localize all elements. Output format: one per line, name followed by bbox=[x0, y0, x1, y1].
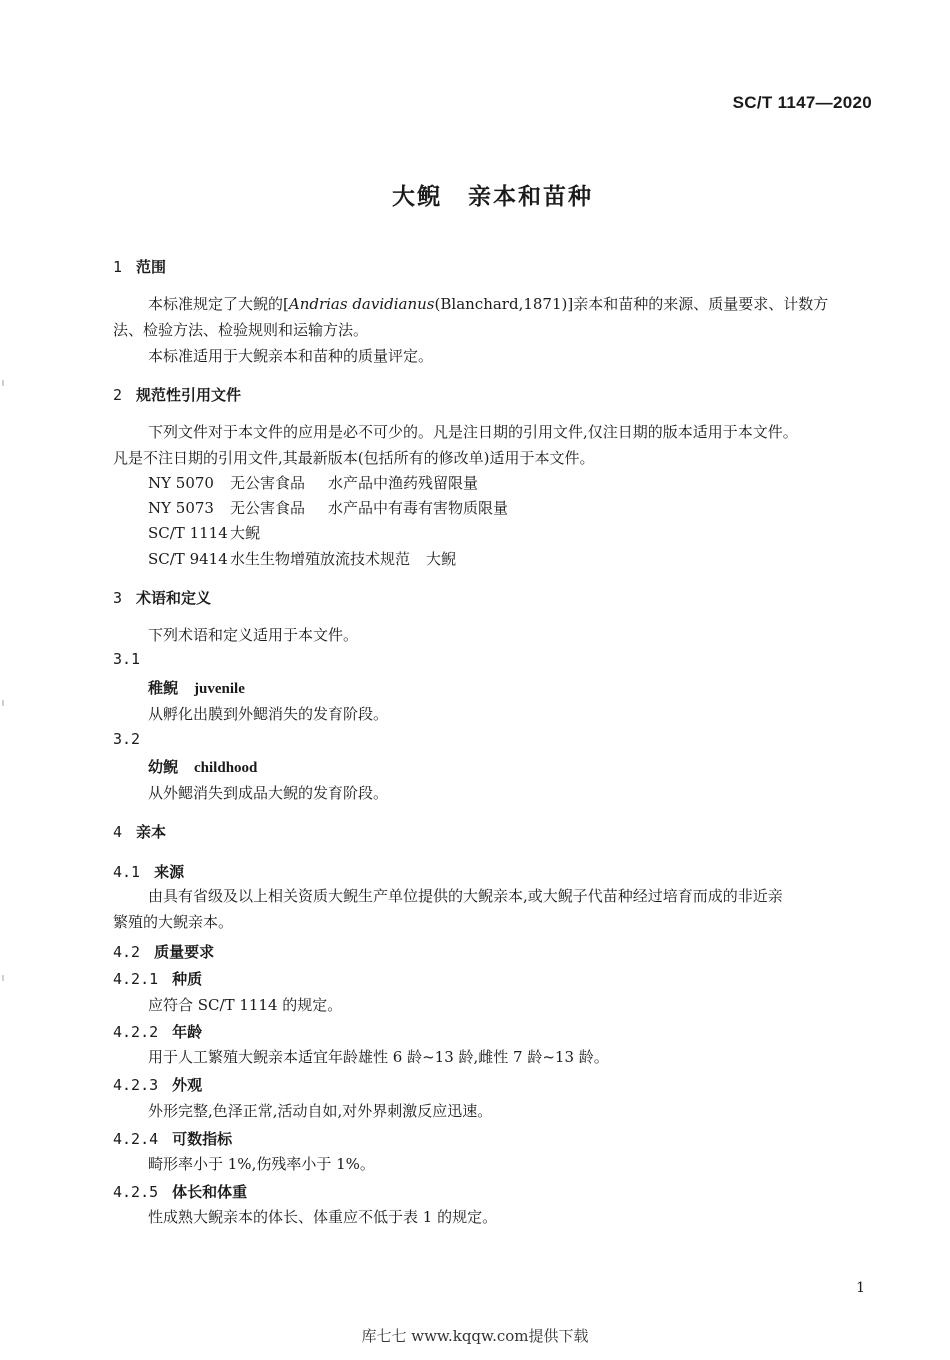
section-1-paragraph-1-line-1: 本标准规定了大鲵的[Andrias davidianus(Blanchard,1871)]亲本和苗种的来源、质量要求、计数方 bbox=[148, 295, 829, 313]
section-4-2-5-text: 性成熟大鲵亲本的体长、体重应不低于表 1 的规定。 bbox=[148, 1208, 498, 1226]
section-4-heading: 4 亲本 bbox=[113, 823, 167, 841]
species-name: Andrias davidianus bbox=[288, 295, 435, 313]
term-3-2-definition: 从外鳃消失到成品大鲵的发育阶段。 bbox=[148, 784, 389, 802]
title-part-2: 亲本和苗种 bbox=[468, 184, 593, 210]
reference-item: SC/T 9414 水生生物增殖放流技术规范 大鲵 bbox=[148, 550, 457, 568]
section-2-heading: 2 规范性引用文件 bbox=[113, 386, 242, 404]
section-4-2-2-heading: 4.2.2 年龄 bbox=[113, 1023, 203, 1041]
reference-item: NY 5070 无公害食品 水产品中渔药残留限量 bbox=[148, 474, 479, 492]
section-2-paragraph-line-2: 凡是不注日期的引用文件,其最新版本(包括所有的修改单)适用于本文件。 bbox=[113, 449, 595, 467]
title-part-1: 大鲵 bbox=[392, 184, 442, 210]
document-title bbox=[0, 178, 950, 211]
section-4-2-1-text: 应符合 SC/T 1114 的规定。 bbox=[148, 996, 343, 1014]
section-4-2-3-text: 外形完整,色泽正常,活动自如,对外界刺激反应迅速。 bbox=[148, 1102, 493, 1120]
section-4-1-text-line-1: 由具有省级及以上相关资质大鲵生产单位提供的大鲵亲本,或大鲵子代苗种经过培育而成的非近亲 bbox=[148, 887, 783, 905]
section-4-2-heading: 4.2 质量要求 bbox=[113, 943, 215, 961]
term-3-2: 幼鲵 childhood bbox=[148, 758, 258, 776]
section-4-2-2-text: 用于人工繁殖大鲵亲本适宜年龄雄性 6 龄~13 龄,雌性 7 龄~13 龄。 bbox=[148, 1048, 609, 1066]
term-3-1-definition: 从孵化出膜到外鳃消失的发育阶段。 bbox=[148, 705, 389, 723]
section-1-heading: 1 范围 bbox=[113, 258, 167, 276]
section-4-1-text-line-2: 繁殖的大鲵亲本。 bbox=[113, 913, 234, 931]
section-4-2-1-heading: 4.2.1 种质 bbox=[113, 970, 203, 988]
term-3-1-number: 3.1 bbox=[113, 650, 141, 668]
download-footer: 库七七 www.kqqw.com提供下载 bbox=[361, 1327, 589, 1345]
section-3-paragraph: 下列术语和定义适用于本文件。 bbox=[148, 626, 359, 644]
term-3-2-number: 3.2 bbox=[113, 730, 141, 748]
term-3-1: 稚鲵 juvenile bbox=[148, 679, 245, 697]
scan-mark bbox=[2, 975, 4, 981]
section-4-1-heading: 4.1 来源 bbox=[113, 863, 185, 881]
standard-code: SC/T 1147—2020 bbox=[732, 93, 872, 112]
section-4-2-4-text: 畸形率小于 1%,伤残率小于 1%。 bbox=[148, 1155, 375, 1173]
scan-mark bbox=[2, 380, 4, 386]
section-4-2-4-heading: 4.2.4 可数指标 bbox=[113, 1130, 233, 1148]
section-1-paragraph-1-line-2: 法、检验方法、检验规则和运输方法。 bbox=[113, 321, 369, 339]
page-number: 1 bbox=[856, 1280, 865, 1296]
section-1-paragraph-2: 本标准适用于大鲵亲本和苗种的质量评定。 bbox=[148, 347, 434, 365]
reference-item: SC/T 1114 大鲵 bbox=[148, 524, 261, 542]
section-4-2-3-heading: 4.2.3 外观 bbox=[113, 1076, 203, 1094]
reference-item: NY 5073 无公害食品 水产品中有毒有害物质限量 bbox=[148, 499, 509, 517]
section-3-heading: 3 术语和定义 bbox=[113, 589, 212, 607]
section-2-paragraph-line-1: 下列文件对于本文件的应用是必不可少的。凡是注日期的引用文件,仅注日期的版本适用于本文件。 bbox=[148, 423, 798, 441]
section-4-2-5-heading: 4.2.5 体长和体重 bbox=[113, 1183, 248, 1201]
scan-mark bbox=[2, 700, 4, 706]
